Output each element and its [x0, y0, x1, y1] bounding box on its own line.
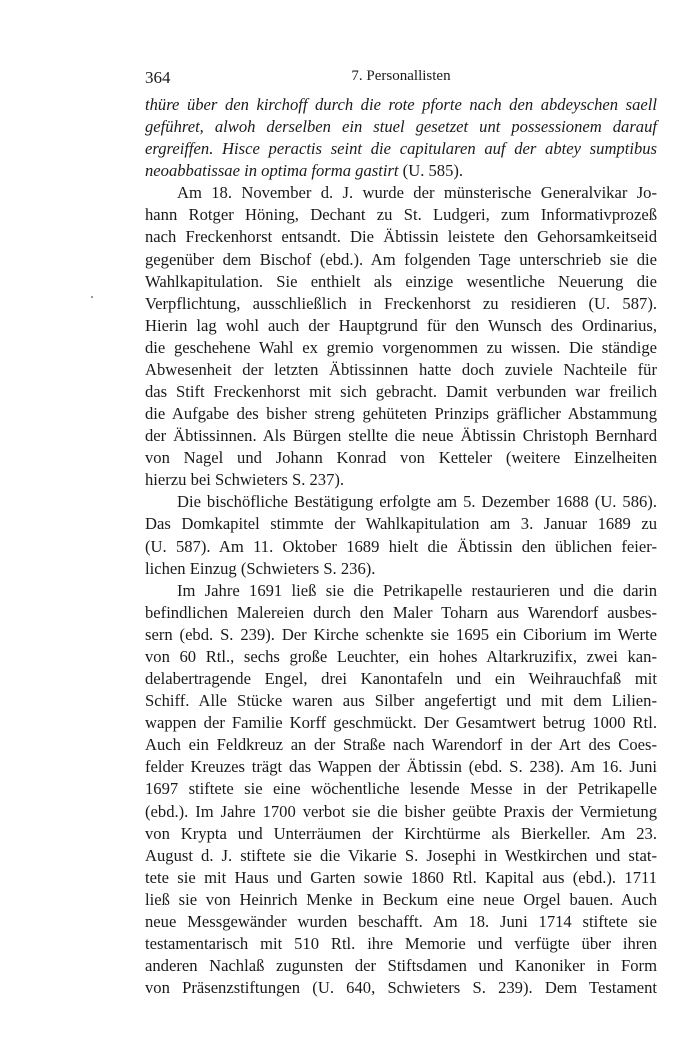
text-line: ließ sie von Heinrich Menke in Beckum eine neue Orgel bauen. Auch: [145, 889, 657, 909]
text-line: Wahlkapitulation. Sie enthielt als einzige wesentliche Neuerung die: [145, 271, 657, 291]
body-text: [145, 94, 657, 999]
text-line: testamentarisch mit 510 Rtl. ihre Memorie und verfügte über ihren: [145, 933, 657, 953]
text-line: Auch ein Feldkreuz an der Straße nach Warendorf in der Art des Coes-: [145, 735, 657, 755]
text-line: Hierin lag wohl auch der Hauptgrund für den Wunsch des Ordinarius,: [145, 315, 657, 335]
text-line: Abwesenheit der letzten Äbtissinnen hatte doch zuviele Nachteile für: [145, 359, 657, 379]
text-line: 1697 stiftete sie eine wöchentliche lesende Messe in der Petrikapelle: [145, 779, 657, 799]
citation: (U. 585).: [398, 161, 464, 181]
text-line: delabertragende Engel, drei Kanontafeln und ein Weihrauchfaß mit: [145, 669, 657, 689]
text-line: nach Freckenhorst entsandt. Die Äbtissin leistete den Gehorsamkeitseid: [145, 227, 657, 247]
text-line: gegenüber dem Bischof (ebd.). Am folgenden Tage unterschrieb sie die: [145, 249, 657, 269]
text-line: August d. J. stiftete sie die Vikarie S. Josephi in Westkirchen und stat-: [145, 845, 657, 865]
text-line: Das Domkapitel stimmte der Wahlkapitulation am 3. Januar 1689 zu: [145, 514, 657, 534]
text-line: Schiff. Alle Stücke waren aus Silber angefertigt und mit dem Lilien-: [145, 691, 657, 711]
text-line: thüre über den kirchoff durch die rote pforte nach den abdeyschen saell: [145, 95, 657, 114]
text-line: Die bischöfliche Bestätigung erfolgte am 5. Dezember 1688 (U. 586).: [177, 492, 657, 512]
text-line: (U. 587). Am 11. Oktober 1689 hielt die Äbtissin den üblichen feier-: [145, 536, 657, 556]
text-line: sern (ebd. S. 239). Der Kirche schenkte sie 1695 ein Ciborium im Werte: [145, 624, 657, 644]
text-line: befindlichen Malereien durch den Maler Toharn aus Warendorf ausbes-: [145, 602, 657, 622]
text-line: von 60 Rtl., sechs große Leuchter, ein hohes Altarkruzifix, zwei kan-: [145, 646, 657, 666]
text-line: Verpflichtung, ausschließlich in Freckenhorst zu residieren (U. 587).: [145, 293, 657, 313]
running-head: 7. Personallisten: [351, 68, 451, 84]
text-line: ergreiffen. Hisce peractis seint die capitularen auf der abtey sumptibus: [145, 139, 657, 159]
text-line: tete sie mit Haus und Garten sowie 1860 Rtl. Kapital aus (ebd.). 1711: [145, 867, 657, 887]
text-line: Am 18. November d. J. wurde der münsterische Generalvikar Jo-: [177, 183, 657, 203]
text-line: wappen der Familie Korff geschmückt. Der Gesamtwert betrug 1000 Rtl.: [145, 713, 657, 733]
margin-speck: [91, 296, 93, 298]
text-line: hann Rotger Höning, Dechant zu St. Ludgeri, zum Informativprozeß: [145, 205, 657, 225]
text-line: geführet, alwoh derselben ein stuel gesetzet unt possessionem darauf: [145, 117, 657, 137]
text-line: (ebd.). Im Jahre 1700 verbot sie die bisher geübte Praxis der Vermietung: [145, 801, 657, 821]
text-line: die Aufgabe des bisher streng gehüteten Prinzips gräflicher Abstammung: [145, 404, 657, 424]
text-line: Im Jahre 1691 ließ sie die Petrikapelle restaurieren und die darin: [177, 580, 657, 600]
text-line: von Präsenzstiftungen (U. 640, Schwieters S. 239). Dem Testament: [145, 978, 657, 998]
text-line: der Äbtissinnen. Als Bürgen stellte die neue Äbtissin Christoph Bernhard: [145, 426, 657, 446]
text-line: felder Kreuzes trägt das Wappen der Äbtissin (ebd. S. 238). Am 16. Juni: [145, 757, 657, 777]
text-line: hierzu bei Schwieters S. 237).: [145, 470, 345, 490]
text-line: anderen Nachlaß zugunsten der Stiftsdamen und Kanoniker in Form: [145, 956, 657, 976]
text-line: die geschehene Wahl ex gremio vorgenommen zu wissen. Die ständige: [145, 337, 657, 357]
text-line: das Stift Freckenhorst mit sich gebracht. Damit verbunden war freilich: [145, 382, 657, 402]
text-line: lichen Einzug (Schwieters S. 236).: [145, 558, 376, 578]
text-line: neue Messgewänder wurden beschafft. Am 18. Juni 1714 stiftete sie: [145, 911, 657, 931]
page-number: 364: [145, 68, 171, 87]
text-line: [145, 160, 657, 182]
text-line: von Krypta und Unterräumen der Kirchtürme als Bierkeller. Am 23.: [145, 823, 657, 843]
quote-end: neoabbatissae in optima forma gastirt: [145, 161, 399, 181]
text-line: von Nagel und Johann Konrad von Ketteler (weitere Einzelheiten: [145, 448, 657, 468]
